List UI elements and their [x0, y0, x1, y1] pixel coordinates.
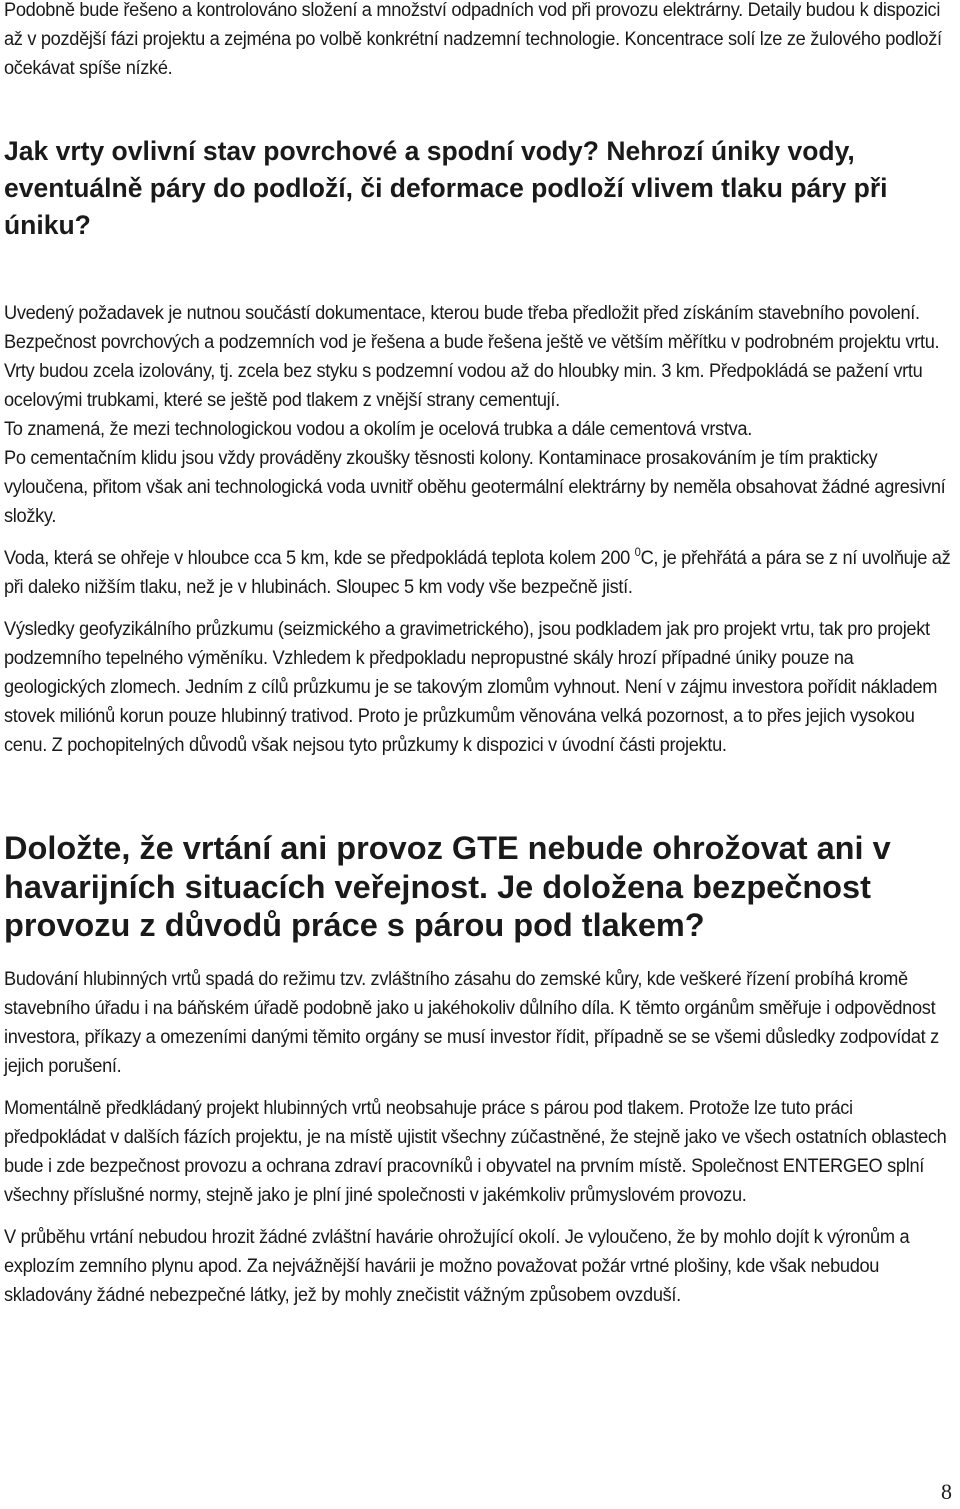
- document-page: [4, 0, 956, 1310]
- question-2-heading: Doložte, že vrtání ani provoz GTE nebude ohrožovat ani v havarijních situacích veřejnost. Je doložena bezpečnost provozu z důvodů práce s párou pod tlakem?: [4, 830, 891, 943]
- temperature-text-after: C, je přehřátá a pára se z ní uvolňuje až při daleko nižším tlaku, než je v hlubinách. Sloupec 5 km vody vše bezpečně jistí.: [4, 547, 951, 598]
- question-1-heading: Jak vrty ovlivní stav povrchové a spodní vody? Nehrozí úniky vody, eventuálně páry do podloží, či deformace podloží vlivem tlaku páry při úniku?: [4, 136, 888, 240]
- answer-2-paragraph-3: V průběhu vrtání nebudou hrozit žádné zvláštní havárie ohrožující okolí. Je vyloučeno, že by mohlo dojít k výronům a explozím zemního plynu apod. Za nejvážnější havárii je možno považovat požár vrtné plošiny, kde však nebudou skladovány žádné nebezpečné látky, jež by mohly znečistit vážným způsobem ovzduší.: [4, 1225, 910, 1306]
- page-number: 8: [941, 1479, 952, 1504]
- answer-1-paragraph-5: Výsledky geofyzikálního průzkumu (seizmického a gravimetrického), jsou podkladem jak pro projekt vrtu, tak pro projekt podzemního tepelného výměníku. Vzhledem k předpokladu nepropustné skály hrozí případné úniky pouze na geologických zlomech. Jedním z cílů průzkumu je se takovým zlomům vyhnout. Není v zájmu investora pořídit nákladem stovek miliónů korun pouze hlubinný trativod. Proto je průzkumům věnována velká pozornost, a to přes jejich vysokou cenu. Z pochopitelných důvodů však nejsou tyto průzkumy k dispozici v úvodní části projektu.: [4, 618, 938, 756]
- answer-2-paragraph-2: Momentálně předkládaný projekt hlubinných vrtů neobsahuje práce s párou pod tlakem. Protože lze tuto práci předpokládat v dalších fázích projektu, je na místě ujistit všechny zúčastněné, že stejně jako ve všech ostatních oblastech bude i zde bezpečnost provozu a ochrana zdraví pracovníků i obyvatel na prvním místě. Společnost ENTERGEO splní všechny příslušné normy, stejně jako je plní jiné společnosti v jakémkoliv průmyslovém provozu.: [4, 1096, 947, 1206]
- answer-1-paragraph-3: Po cementačním klidu jsou vždy prováděny zkoušky těsnosti kolony. Kontaminace prosakováním je tím prakticky vyloučena, přitom však ani technologická voda uvnitř oběhu geotermální elektrárny by neměla obsahovat žádné agresivní složky.: [4, 447, 946, 527]
- temperature-text-before: Voda, která se ohřeje v hloubce cca 5 km, kde se předpokládá teplota kolem 200: [4, 547, 635, 569]
- answer-1-paragraph-2: To znamená, že mezi technologickou vodou a okolím je ocelová trubka a dále cementová vrstva.: [4, 418, 752, 440]
- answer-2-paragraph-1: Budování hlubinných vrtů spadá do režimu tzv. zvláštního zásahu do zemské kůry, kde veškeré řízení probíhá kromě stavebního úřadu i na báňském úřadě podobně jako u jakéhokoliv důlního díla. K těmto orgánům směřuje i odpovědnost investora, příkazy a omezeními danými těmito orgány se musí investor řídit, případně se se všemi důsledky zodpovídat z jejich porušení.: [4, 967, 939, 1077]
- answer-1-paragraph-4: [4, 544, 956, 602]
- degree-superscript: 0: [634, 545, 641, 559]
- intro-paragraph: Podobně bude řešeno a kontrolováno složení a množství odpadních vod při provozu elektrárny. Detaily budou k dispozici až v pozdější fázi projektu a zejména po volbě konkrétní nadzemní technologie. Koncentrace solí lze ze žulového podloží očekávat spíše nízké.: [4, 0, 942, 79]
- answer-1-paragraph-1: Uvedený požadavek je nutnou součástí dokumentace, kterou bude třeba předložit před získáním stavebního povolení. Bezpečnost povrchových a podzemních vod je řešena a bude řešena ještě ve větším měřítku v podrobném projektu vrtu. Vrty budou zcela izolovány, tj. zcela bez styku s podzemní vodou až do hloubky min. 3 km. Předpokládá se pažení vrtu ocelovými trubkami, které se ještě pod tlakem z vnější strany cementují.: [4, 302, 940, 411]
